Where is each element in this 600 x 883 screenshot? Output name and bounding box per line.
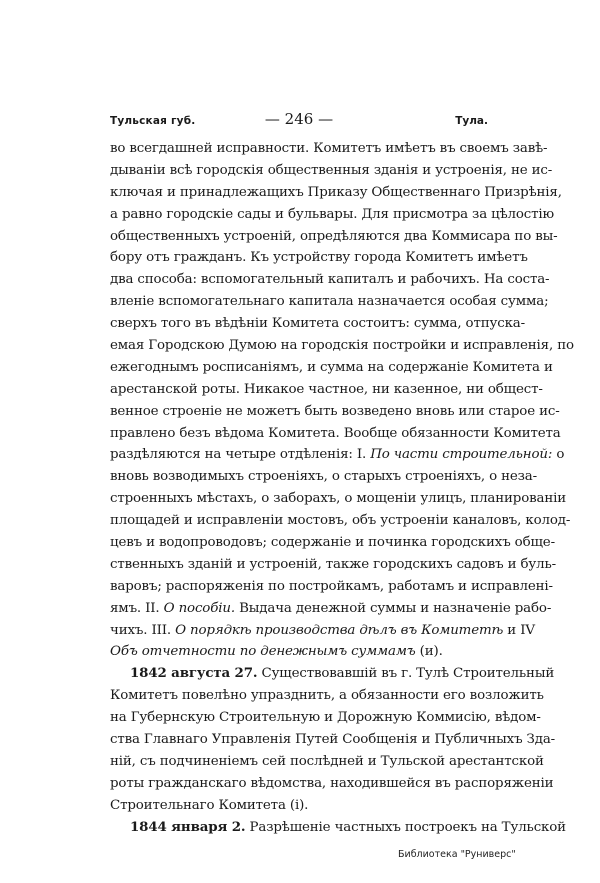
text-segment: Разрѣшеніе частныхъ построекъ на Тульской	[245, 819, 566, 835]
text-line	[110, 247, 528, 269]
text-line	[110, 204, 555, 226]
text-segment: Существовавшій въ г. Тулѣ Строительный	[257, 666, 555, 682]
date-heading: 1842 августа 27.	[130, 665, 258, 682]
text-segment: общественныхъ устроеній, опредѣляются два Коммисара по вы-	[110, 228, 558, 244]
page-number: — 246 —	[264, 110, 334, 128]
text-line	[110, 269, 550, 291]
italic-phrase: О порядкѣ производства дѣлъ въ Комитетѣ	[175, 622, 504, 638]
text-segment: сверхъ того въ вѣдѣніи Комитета состоитъ: сумма, отпуска-	[110, 316, 526, 332]
text-line	[110, 313, 526, 335]
text-segment: варовъ; распоряженія по постройкамъ, работамъ и исправлені-	[110, 578, 553, 594]
text-segment: вленіе вспомогательнаго капитала назначается особая сумма;	[110, 294, 549, 310]
library-watermark: Библиотека "Руниверс"	[398, 849, 516, 860]
text-segment: а равно городскіе сады и бульвары. Для присмотра за цѣлостію	[110, 206, 555, 222]
running-head-province: Тульская губ.	[110, 115, 196, 127]
text-segment: емая Городскою Думою на городскія постройки и исправленія, по	[110, 338, 574, 354]
text-line	[110, 751, 544, 773]
text-line	[110, 291, 549, 313]
text-segment: цевъ и водопроводовъ; содержаніе и починка городскихъ обще-	[110, 535, 555, 551]
text-line	[110, 182, 562, 204]
text-segment: (и).	[415, 644, 443, 660]
text-segment: роты гражданскаго вѣдомства, находившейся въ распоряженіи	[110, 775, 554, 791]
text-line	[110, 160, 553, 182]
text-line	[110, 795, 488, 817]
text-line	[110, 510, 571, 532]
italic-phrase: О пособіи.	[163, 600, 235, 616]
text-segment: ежегоднымъ росписаніямъ, и сумма на содержаніе Комитета и	[110, 359, 553, 375]
text-segment: на Губернскую Строительную и Дорожную Коммисію, вѣдом-	[110, 710, 541, 726]
text-segment: ственныхъ зданій и устроеній, также городскихъ садовъ и буль-	[110, 556, 557, 572]
text-line	[110, 357, 553, 379]
italic-phrase: Объ отчетности по денежнымъ суммамъ	[110, 644, 416, 660]
text-line	[110, 466, 537, 488]
text-segment: правлено безъ вѣдома Комитета. Вообще обязанности Комитета	[110, 425, 561, 441]
text-line	[110, 598, 552, 620]
text-segment: ямъ. II.	[110, 600, 164, 616]
text-line	[110, 817, 566, 839]
text-segment: строенныхъ мѣстахъ, о заборахъ, о мощеніи улицъ, планированіи	[110, 491, 567, 507]
text-line	[110, 401, 560, 423]
running-head	[110, 110, 488, 132]
text-line	[110, 707, 541, 729]
text-segment: два способа: вспомогательный капиталъ и рабочихъ. На соста-	[110, 272, 550, 288]
text-segment: вновь возводимыхъ строеніяхъ, о старыхъ строеніяхъ, о неза-	[110, 469, 537, 485]
text-segment: площадей и исправленіи мостовъ, объ устроеніи каналовъ, колод-	[110, 513, 571, 529]
text-segment: Комитетъ повелѣно упразднить, а обязанности его возложить	[110, 688, 544, 704]
text-line	[110, 576, 553, 598]
text-segment: во всегдашней исправности. Комитетъ имѣетъ въ своемъ завѣ-	[110, 141, 548, 156]
running-head-city: Тула.	[455, 115, 488, 127]
text-segment: венное строеніе не можетъ быть возведено вновь или старое ис-	[110, 403, 560, 419]
text-line	[110, 444, 565, 466]
text-segment: ключая и принадлежащихъ Приказу Общественнаго Призрѣнія,	[110, 184, 562, 200]
text-segment: раздѣляются на четыре отдѣленія: I.	[110, 447, 371, 463]
text-line	[110, 729, 556, 751]
text-segment: Выдача денежной суммы и назначеніе рабо-	[234, 600, 552, 616]
text-segment: бору отъ гражданъ. Къ устройству города Комитетъ имѣетъ	[110, 250, 528, 266]
text-line	[110, 226, 558, 248]
text-line	[110, 488, 567, 510]
text-segment: ства Главнаго Управленія Путей Сообщенія и Публичныхъ Зда-	[110, 732, 556, 748]
body-text	[110, 138, 574, 839]
italic-phrase: По части строительной:	[370, 447, 553, 463]
text-line	[110, 685, 544, 707]
text-line	[110, 554, 557, 576]
text-line	[110, 379, 543, 401]
text-line	[110, 620, 535, 642]
text-line	[110, 773, 554, 795]
text-segment: ній, съ подчиненіемъ сей послѣдней и Тульской арестантской	[110, 753, 544, 769]
date-heading: 1844 января 2.	[130, 818, 246, 835]
text-line	[110, 138, 548, 160]
text-segment: о	[552, 447, 565, 463]
text-line	[110, 335, 574, 357]
text-line	[110, 641, 488, 663]
text-segment: Строительнаго Комитета (і).	[110, 797, 309, 813]
text-line	[110, 663, 555, 685]
text-segment: арестанской роты. Никакое частное, ни казенное, ни общест-	[110, 381, 543, 397]
text-line	[110, 423, 561, 445]
text-segment: и IV	[503, 622, 535, 638]
text-line	[110, 532, 555, 554]
book-page	[110, 110, 574, 839]
text-segment: дываніи всѣ городскія общественныя зданія и устроенія, не ис-	[110, 162, 553, 178]
text-segment: чихъ. III.	[110, 622, 176, 638]
